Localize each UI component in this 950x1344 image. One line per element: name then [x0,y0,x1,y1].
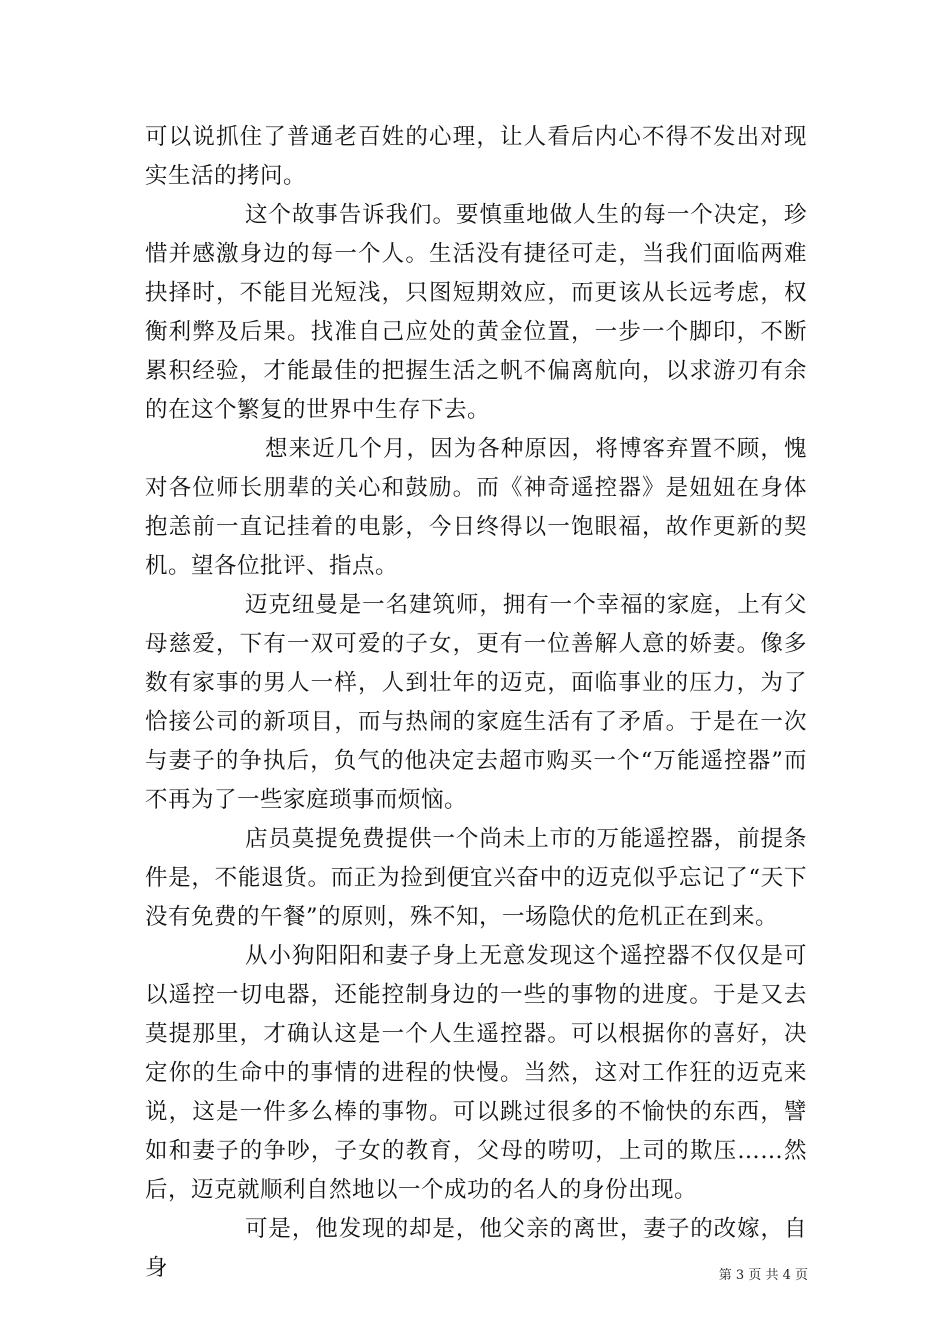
body-text [145,118,807,1288]
paragraph-6: 从小狗阳阳和妻子身上无意发现这个遥控器不仅仅是可以遥控一切电器，还能控制身边的一些的事物的进度。于是又去莫提那里，才确认这是一个人生遥控器。可以根据你的喜好，决定你的生命中的事情的进程的快慢。当然，这对工作狂的迈克来说，这是一件多么棒的事物。可以跳过很多的不愉快的东西，譬如和妻子的争吵，子女的教育，父母的唠叨，上司的欺压……然后，迈克就顺利自然地以一个成功的名人的身份出现。 [145,943,807,1203]
paragraph-7: 可是，他发现的却是，他父亲的离世，妻子的改嫁，自身 [145,1216,807,1281]
page-number: 第 3 页 共 4 页 [718,1268,808,1283]
paragraph-3: 想来近几个月，因为各种原因，将博客弃置不顾，愧对各位师长朋辈的关心和鼓励。而《神奇遥控器》是妞妞在身体抱恙前一直记挂着的电影，今日终得以一饱眼福，故作更新的契机。望各位批评、指点。 [145,436,807,579]
paragraph-1: 可以说抓住了普通老百姓的心理，让人看后内心不得不发出对现实生活的拷问。 [145,124,807,189]
paragraph-2: 这个故事告诉我们。要慎重地做人生的每一个决定，珍惜并感激身边的每一个人。生活没有捷径可走，当我们面临两难抉择时，不能目光短浅，只图短期效应，而更该从长远考虑，权衡利弊及后果。找准自己应处的黄金位置，一步一个脚印，不断累积经验，才能最佳的把握生活之帆不偏离航向，以求游刃有余的在这个繁复的世界中生存下去。 [145,202,807,423]
paragraph-5: 店员莫提免费提供一个尚未上市的万能遥控器，前提条件是，不能退货。而正为捡到便宜兴奋中的迈克似乎忘记了“天下没有免费的午餐”的原则，殊不知，一场隐伏的危机正在到来。 [145,826,807,930]
paragraph-4: 迈克纽曼是一名建筑师，拥有一个幸福的家庭，上有父母慈爱，下有一双可爱的子女，更有一位善解人意的娇妻。像多数有家事的男人一样，人到壮年的迈克，面临事业的压力，为了恰接公司的新项目，而与热闹的家庭生活有了矛盾。于是在一次与妻子的争执后，负气的他决定去超市购买一个“万能遥控器”而不再为了一些家庭琐事而烦恼。 [145,592,807,813]
